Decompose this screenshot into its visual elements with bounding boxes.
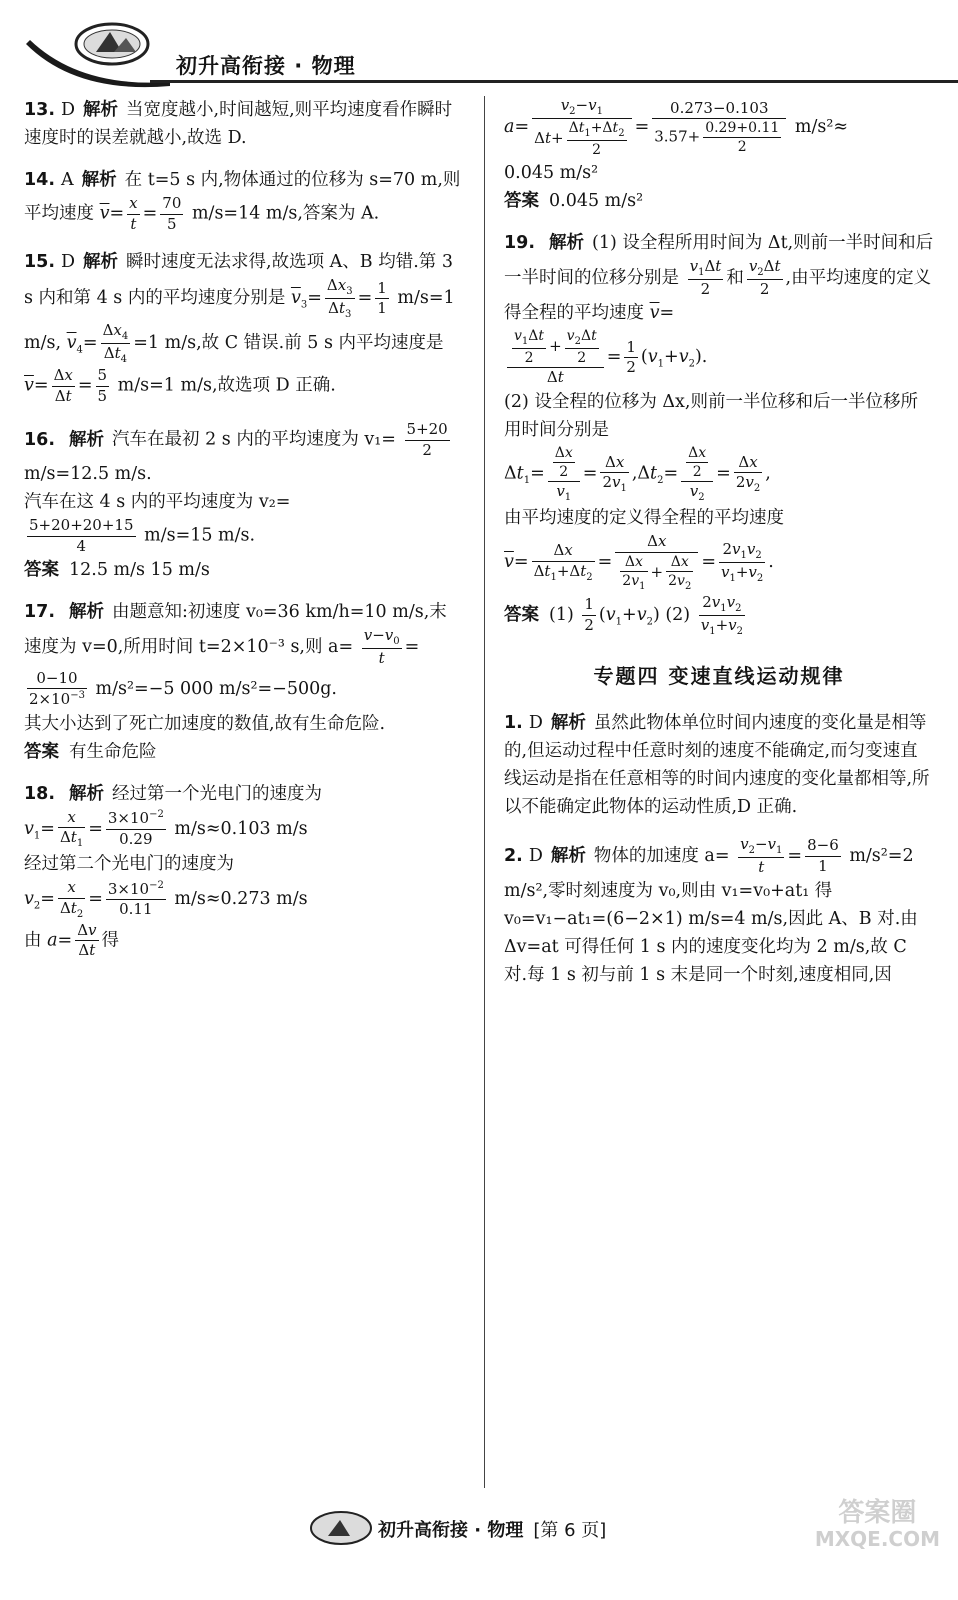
- problem-topic4-1: 1. D 解析 虽然此物体单位时间内速度的变化量是相等的,但运动过程中任意时刻的速度不能确定,而匀变速直线运动是指在任意相等的时间内速度的变化量都相等,所以不能确定此物体的运动性质,D 正确.: [504, 712, 930, 817]
- problem-17: 17. 解析 由题意知:初速度 v₀=36 km/h=10 m/s,末速度为 v=0,所用时间 t=2×10⁻³ s,则 a= $\frac{v-v_0}{t}$ = $\frac{0-10}{2\times 10^{-3}}$ m/s²=−5 000 m/s²=−500g. 其大小达到了死亡加速度的数值,故有生命危险. 答案 有生命危险: [24, 602, 447, 762]
- page-number: [第 6 页]: [533, 1520, 607, 1541]
- problem-13: 13. D 解析 当宽度越小,时间越短,则平均速度看作瞬时速度时的误差就越小,故选 D.: [24, 100, 453, 148]
- problem-18: 18. 解析 经过第一个光电门的速度为 $v_1=$ $\frac{x}{\Delta t_1}$ = $\frac{3\times 10^{-2}}{0.29}$ m/s≈0.103 m/s 经过第二个光电门的速度为 $v_2=$ $\frac{x}{\Delta t_2}$ = $\frac{3\times 10^{-2}}{0.11}$ m/s≈0.273 m/s 由 a= $\frac{\Delta v}{\Delta t}$ 得: [24, 783, 323, 959]
- page-header: [0, 0, 958, 92]
- problem-16: 16. 解析 汽车在最初 2 s 内的平均速度为 v₁= $\frac{5+20}{2}$ m/s=12.5 m/s. 汽车在这 4 s 内的平均速度为 v₂= $\frac{5+20+20+15}{4}$ m/s=15 m/s. 答案 12.5 m/s 15 m/s: [24, 420, 448, 580]
- watermark: 答案圈 MXQE.COM: [814, 1498, 940, 1551]
- problem-18-continued: a= $v_2-v_1$ Δt+ $\frac{\Delta t_1+\Delta t_2}{2}$ = 0.273−0.103 3.57+ $\frac{0.29+0.11}{2}$ m/s²≈ 0.045 m/s² 答案 0.045 m/s²: [504, 96, 849, 211]
- right-column: [504, 96, 934, 1003]
- header-swoosh-logo: [10, 2, 180, 92]
- problem-14: 14. A 解析 在 t=5 s 内,物体通过的位移为 s=70 m,则平均速度 $\overline{v}=$ $\frac{x}{t}$ = $\frac{70}{5}$ m/s=14 m/s,答案为 A.: [24, 170, 461, 233]
- footer-title: 初升高衔接 · 物理 [第 6 页]: [378, 1520, 607, 1541]
- problem-topic4-2: 2. D 解析 物体的加速度 a= $\frac{v_2-v_1}{t}$ = $\frac{8-6}{1}$ m/s²=2 m/s²,零时刻速度为 v₀,则由 v₁=v₀+at₁ 得 v₀=v₁−at₁=(6−2×1) m/s=4 m/s,因此 A、B 对.由 Δv=at 可得任何 1 s 内的速度变化均为 2 m/s,故 C 对.每 1 s 初与前 1 s 末是同一个时刻,速度相同,因: [504, 834, 918, 986]
- problem-19: 19. 解析 (1) 设全程所用时间为 Δt,则前一半时间和后一半时间的位移分别是 $\frac{v_1\Delta t}{2}$ 和 $\frac{v_2\Delta t}{2}$ ,由平均速度的定义得全程的平均速度 $\overline{v}=$ $\frac{v_1\Delta t}{2}$ + $\frac{v_2\Delta t}{2}$ Δt = $\frac{1}{2}$ $(v_1+v_2)$. (2) 设全程的位移为 Δx,则前一半位移和后一半位移所用时间分别是 $\Delta t_1=$ $\frac{\frac{\Delta x}{2}}{v_1}$ = $\frac{\Delta x}{2v_1}$ $,\Delta t_2=$ $\frac{\frac{\Delta x}{2}}{v_2}$ = $\frac{\Delta x}{2v_2}$ , 由平均速度的定义得全程的平均速度 $\overline{v}=$ $\frac{\Delta x}{\Delta t_1+\Delta t_2}$ = Δx $\frac{\Delta x}{2v_1}$ + $\frac{\Delta x}{2v_2}$ = $\frac{2v_1v_2}{v_1+v_2}$ . 答案 (1) $\frac{1}{2}$ $(v_1+v_2)$ (2) $\frac{2v_1v_2}{v_1+v_2}$: [504, 232, 934, 637]
- problem-15: 15. D 解析 瞬时速度无法求得,故选项 A、B 均错.第 3 s 内和第 4 s 内的平均速度分别是 $\overline{v}_3=$ $\frac{\Delta x_3}{\Delta t_3}$ = $\frac{1}{1}$ m/s=1 m/s, $\overline{v}_4=$ $\frac{\Delta x_4}{\Delta t_4}$ =1 m/s,故 C 错误.前 5 s 内平均速度是 $\overline{v}=$ $\frac{\Delta x}{\Delta t}$ = $\frac{5}{5}$ m/s=1 m/s,故选项 D 正确.: [24, 252, 455, 405]
- header-rule: [150, 80, 958, 83]
- header-title: 初升高衔接 · 物理: [176, 54, 356, 78]
- left-column: [24, 96, 464, 975]
- page-footer: [0, 1500, 958, 1560]
- section-title: 专题四 变速直线运动规律: [593, 663, 845, 688]
- footer-logo: [306, 1506, 376, 1550]
- column-divider: [484, 96, 485, 1488]
